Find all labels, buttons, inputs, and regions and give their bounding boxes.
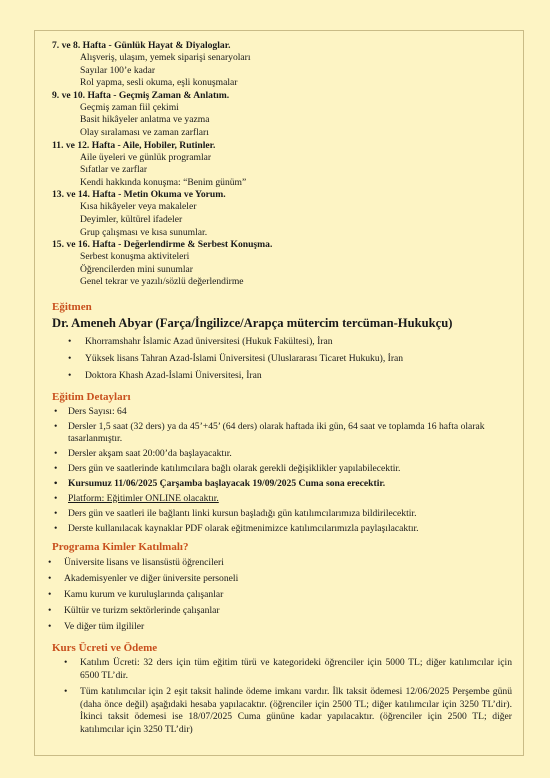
week-title: 7. ve 8. Hafta - Günlük Hayat & Diyaloglar. [52,40,231,51]
week-title: 13. ve 14. Hafta - Metin Okuma ve Yorum. [52,189,226,201]
week-title: 11. ve 12. Hafta - Aile, Hobiler, Rutinler. [52,139,216,151]
platform-text: Platform: Eğitimler ONLINE olacaktır. [68,492,219,504]
week-item: Deyimler, kültürel ifadeler [80,213,183,225]
week-item: Rol yapma, sesli okuma, eşli konuşmalar [80,77,238,89]
list-item: • Akademisyenler ve diğer üniversite personeli [52,572,512,586]
audience-heading: Programa Kimler Katılmalı? [52,540,189,553]
week-item: Kısa hikâyeler veya makaleler [80,201,197,213]
week-item: Kendi hakkında konuşma: “Benim günüm” [80,176,247,188]
week-item: Grup çalışması ve kısa sunumlar. [80,226,208,238]
week-item: Genel tekrar ve yazılı/sözlü değerlendirme [80,276,244,288]
week-item: Geçmiş zaman fiil çekimi [80,101,179,113]
instructor-heading: Eğitmen [52,300,92,313]
week-block [52,189,512,239]
document-body [52,40,512,740]
week-block [52,90,512,140]
week-item: Sayılar 100’e kadar [80,64,156,76]
week-item: Olay sıralaması ve zaman zarfları [80,126,209,138]
week-title: 15. ve 16. Hafta - Değerlendirme & Serbest Konuşma. [52,239,273,251]
list-item: • Khorramshahr İslamic Azad üniversitesi (Hukuk Fakültesi), İran [52,335,512,349]
list-item: • Derste kullanılacak kaynaklar PDF olarak eğitmenimizce katılımcılarımızla paylaşılacaktır. [52,523,512,535]
list-item: • Yüksek lisans Tahran Azad-İslami Üniversitesi (Uluslararası Ticaret Hukuku), İran [52,352,512,366]
list-item: • Ve diğer tüm ilgililer [52,620,512,634]
week-item: Öğrencilerden mini sunumlar [80,263,193,275]
list-item: • Ders gün ve saatleri ile bağlantı linki kursun başladığı gün katılımcılarımıza bildirilecektir. [52,508,512,520]
list-item: • Kursumuz 11/06/2025 Çarşamba başlayacak 19/09/2025 Cuma sona erecektir. [52,478,512,490]
list-item [52,493,512,505]
audience-list [52,556,512,634]
instructor-name: Dr. Ameneh Abyar (Farça/İngilizce/Arapça mütercim tercüman-Hukukçu) [52,315,453,330]
week-block [52,239,512,289]
fees-list [52,657,512,737]
week-item: Alışveriş, ulaşım, yemek siparişi senaryoları [80,52,251,63]
fees-heading: Kurs Ücreti ve Ödeme [52,641,158,654]
list-item: • Kamu kurum ve kuruluşlarında çalışanlar [52,588,512,602]
list-item: • Dersler 1,5 saat (32 ders) ya da 45’+45’ (64 ders) olarak haftada iki gün, 64 saat ve toplamda 16 hafta olarak tasarlanmıştır. [52,421,512,445]
instructor-credentials [52,335,512,383]
week-title: 9. ve 10. Hafta - Geçmiş Zaman & Anlatım. [52,89,230,101]
details-heading: Eğitim Detayları [52,390,131,403]
weekly-schedule [52,40,512,289]
week-block [52,140,512,190]
list-item: • Ders Sayısı: 64 [52,406,512,418]
list-item: • Katılım Ücreti: 32 ders için tüm eğitim türü ve kategorideki öğrenciler için 5000 TL; diğer katılımcılar için 6500 TL’dir. [52,657,512,682]
list-item: • Üniversite lisans ve lisansüstü öğrencileri [52,556,512,570]
list-item: • Dersler akşam saat 20:00’da başlayacaktır. [52,448,512,460]
week-item: Sıfatlar ve zarflar [80,164,148,176]
week-item: Serbest konuşma aktiviteleri [80,251,190,263]
week-block [52,40,512,90]
week-item: Basit hikâyeler anlatma ve yazma [80,114,210,126]
list-item: • Doktora Khash Azad-İslami Üniversitesi, İran [52,369,512,383]
list-item: • Tüm katılımcılar için 2 eşit taksit halinde ödeme imkanı vardır. İlk taksit ödemesi 12/06/2025 Perşembe günü (daha önce değil) aşağıdaki hesaba yapılacaktır. (öğrenciler için 2500 TL; diğer katılımcılar için 3250 TL’dir). İkinci taksit ödemesi ise 18/07/2025 Cuma gününe kadar yapılacaktır. (öğrenciler için 2500 TL; diğer katılımcılar için 3250 TL’dir) [52,686,512,736]
list-item: • Kültür ve turizm sektörlerinde çalışanlar [52,604,512,618]
week-item: Aile üyeleri ve günlük programlar [80,151,212,163]
list-item: • Ders gün ve saatlerinde katılımcılara bağlı olarak gerekli değişiklikler yapılabilecektir. [52,463,512,475]
details-list [52,406,512,535]
